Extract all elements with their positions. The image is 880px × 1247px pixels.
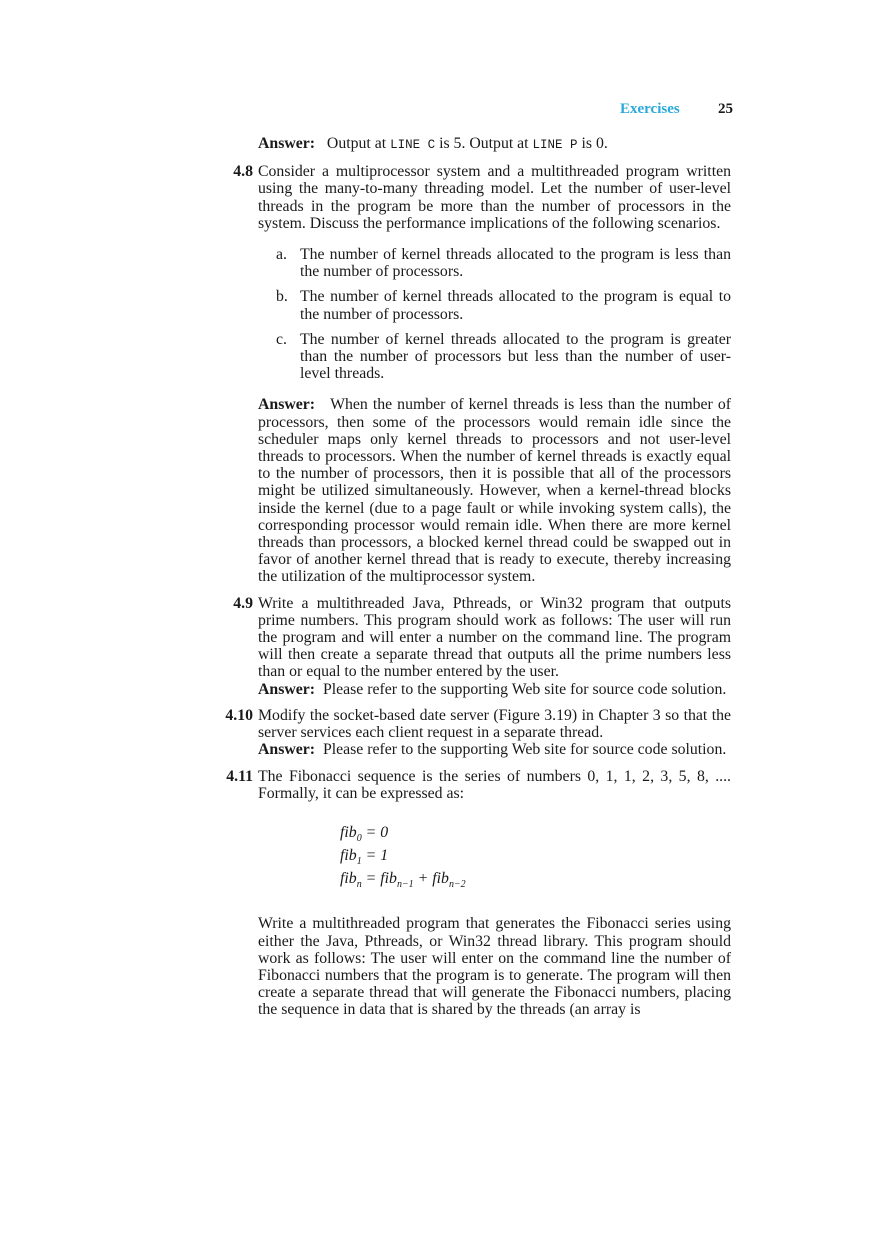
answer: Answer: When the number of kernel threads is less than the number of processors, then some of the processors would remain idle since the scheduler maps only kernel threads to processors and not user-level threads to processors. When the number of kernel threads is exactly equal to the number of processors, then it is possible that all of the processors might be utilized simultaneously. However, when a kernel-thread blocks inside the kernel (due to a page fault or while invoking system calls), the corresponding processor would remain idle. When there are more kernel threads than processors, a blocked kernel thread could be swapped out in favor of another kernel thread that is ready to execute, thereby increasing the utilization of the multiprocessor system. bbox=[258, 396, 731, 586]
exercise-4-8 bbox=[233, 163, 731, 586]
page-header bbox=[0, 101, 880, 121]
page-body bbox=[225, 135, 731, 1028]
answer-label: Answer: bbox=[258, 135, 316, 152]
exercise-number: 4.11 bbox=[226, 767, 253, 785]
exercise-number: 4.9 bbox=[233, 594, 253, 612]
equation-line: fib$_0$ = 0 bbox=[340, 823, 389, 845]
scenario-list bbox=[276, 246, 731, 382]
equation-line: fib$_n$ = fib$_{n-1}$ + fib$_{n-2}$ bbox=[340, 870, 466, 891]
section-title: Exercises bbox=[620, 101, 680, 117]
equation-line: fib$_1$ = 1 bbox=[340, 847, 389, 868]
exercise-4-10 bbox=[225, 706, 731, 759]
exercise-4-9 bbox=[233, 594, 731, 698]
prev-answer: Answer: Output at LINE C is 5. Output at LINE P is 0. bbox=[258, 135, 608, 152]
exercise-number: 4.8 bbox=[233, 163, 253, 181]
list-item: a. The number of kernel threads allocated to the program is less than the number of processors. bbox=[276, 246, 731, 281]
fibonacci-equation bbox=[340, 824, 731, 893]
list-item: c. The number of kernel threads allocated to the program is greater than the number of processors but less than the number of user-level threads. bbox=[276, 330, 731, 383]
exercise-text: Consider a multiprocessor system and a multithreaded program written using the many-to-many threading model. Let the number of user-level threads in the program be more than the number of processors in the system. Discuss the performance implications of the following scenarios. bbox=[258, 163, 731, 232]
code-line-p: LINE P bbox=[532, 138, 578, 152]
exercise-text: Write a multithreaded Java, Pthreads, or Win32 program that outputs prime numbers. This program should work as follows: The user will run the program and will enter a number on the command line. The program will then create a separate thread that outputs all the prime numbers less than or equal to the number entered by the user. bbox=[258, 594, 731, 681]
code-line-c: LINE C bbox=[390, 138, 436, 152]
exercise-4-11 bbox=[226, 767, 731, 1019]
answer: Answer: Please refer to the supporting Web site for source code solution. bbox=[258, 680, 727, 698]
answer: Answer: Please refer to the supporting Web site for source code solution. bbox=[258, 741, 727, 759]
list-item: b. The number of kernel threads allocated to the program is equal to the number of processors. bbox=[276, 288, 731, 323]
exercise-number: 4.10 bbox=[225, 706, 253, 724]
exercise-text: Modify the socket-based date server (Figure 3.19) in Chapter 3 so that the server services each client request in a separate thread. bbox=[258, 706, 731, 742]
page-number: 25 bbox=[718, 101, 733, 117]
exercise-text: The Fibonacci sequence is the series of numbers 0, 1, 1, 2, 3, 5, 8, .... Formally, it can be expressed as: bbox=[258, 767, 731, 802]
exercise-text-continued: Write a multithreaded program that generates the Fibonacci series using either the Java, Pthreads, or Win32 thread library. This program should work as follows: The user will enter on the command line the number of Fibonacci numbers that the program is to generate. The program will then create a separate thread that will generate the Fibonacci numbers, placing the sequence in data that is shared by the threads (an array is bbox=[258, 915, 731, 1019]
